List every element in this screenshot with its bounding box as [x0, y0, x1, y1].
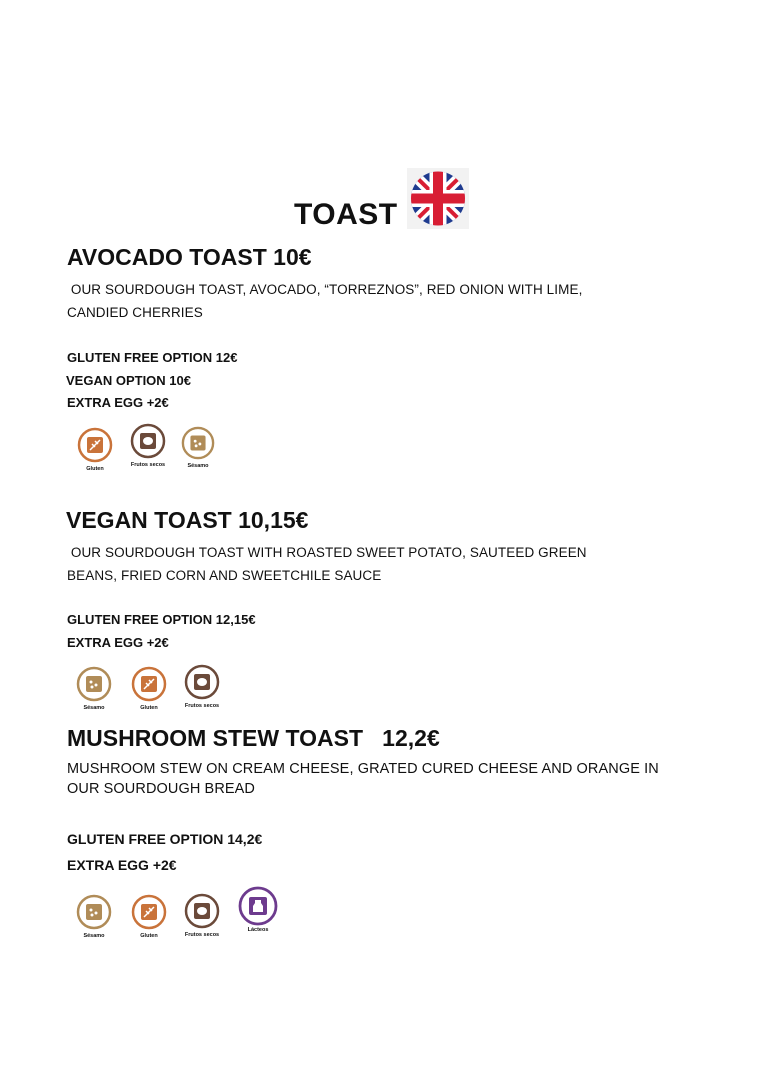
- item-description: MUSHROOM STEW ON CREAM CHEESE, GRATED CURED CHEESE AND ORANGE IN OUR SOURDOUGH BREAD: [67, 761, 659, 797]
- allergen-nuts: Frutos secos: [172, 893, 232, 938]
- wheat-icon: [119, 666, 179, 702]
- nut-icon: [172, 893, 232, 929]
- item-title: AVOCADO TOAST 10€: [67, 244, 312, 270]
- allergen-dairy: Lácteos: [228, 886, 288, 933]
- sesame-icon: [168, 426, 228, 460]
- item-description: OUR SOURDOUGH TOAST WITH ROASTED SWEET POTATO, SAUTEED GREEN BEANS, FRIED CORN AND SWEETCHILE SAUCE: [67, 545, 587, 583]
- allergen-gluten: Gluten: [65, 427, 125, 472]
- item-description: OUR SOURDOUGH TOAST, AVOCADO, “TORREZNOS”, RED ONION WITH LIME, CANDIED CHERRIES: [67, 282, 583, 320]
- item-title: MUSHROOM STEW TOAST 12,2€: [67, 725, 440, 751]
- option-gluten-free: GLUTEN FREE OPTION 12€: [67, 350, 238, 365]
- allergen-nuts: Frutos secos: [172, 664, 232, 709]
- sesame-icon: [64, 666, 124, 702]
- option-gluten-free: GLUTEN FREE OPTION 14,2€: [67, 831, 263, 847]
- allergen-gluten: Gluten: [119, 894, 179, 939]
- option-extra-egg: EXTRA EGG +2€: [67, 857, 177, 873]
- allergen-nuts: Frutos secos: [118, 423, 178, 468]
- item-title: VEGAN TOAST 10,15€: [66, 507, 309, 533]
- dairy-icon: [228, 886, 288, 926]
- sesame-icon: [64, 894, 124, 930]
- allergen-sesame: Sésamo: [168, 426, 228, 469]
- allergen-sesame: Sésamo: [64, 666, 124, 711]
- page-title: TOAST: [294, 198, 398, 231]
- option-vegan: VEGAN OPTION 10€: [66, 373, 191, 388]
- allergen-sesame: Sésamo: [64, 894, 124, 939]
- uk-flag-icon: [407, 168, 469, 229]
- nut-icon: [172, 664, 232, 700]
- wheat-icon: [65, 427, 125, 463]
- option-extra-egg: EXTRA EGG +2€: [67, 635, 169, 650]
- wheat-icon: [119, 894, 179, 930]
- option-extra-egg: EXTRA EGG +2€: [67, 395, 169, 410]
- allergen-gluten: Gluten: [119, 666, 179, 711]
- option-gluten-free: GLUTEN FREE OPTION 12,15€: [67, 612, 256, 627]
